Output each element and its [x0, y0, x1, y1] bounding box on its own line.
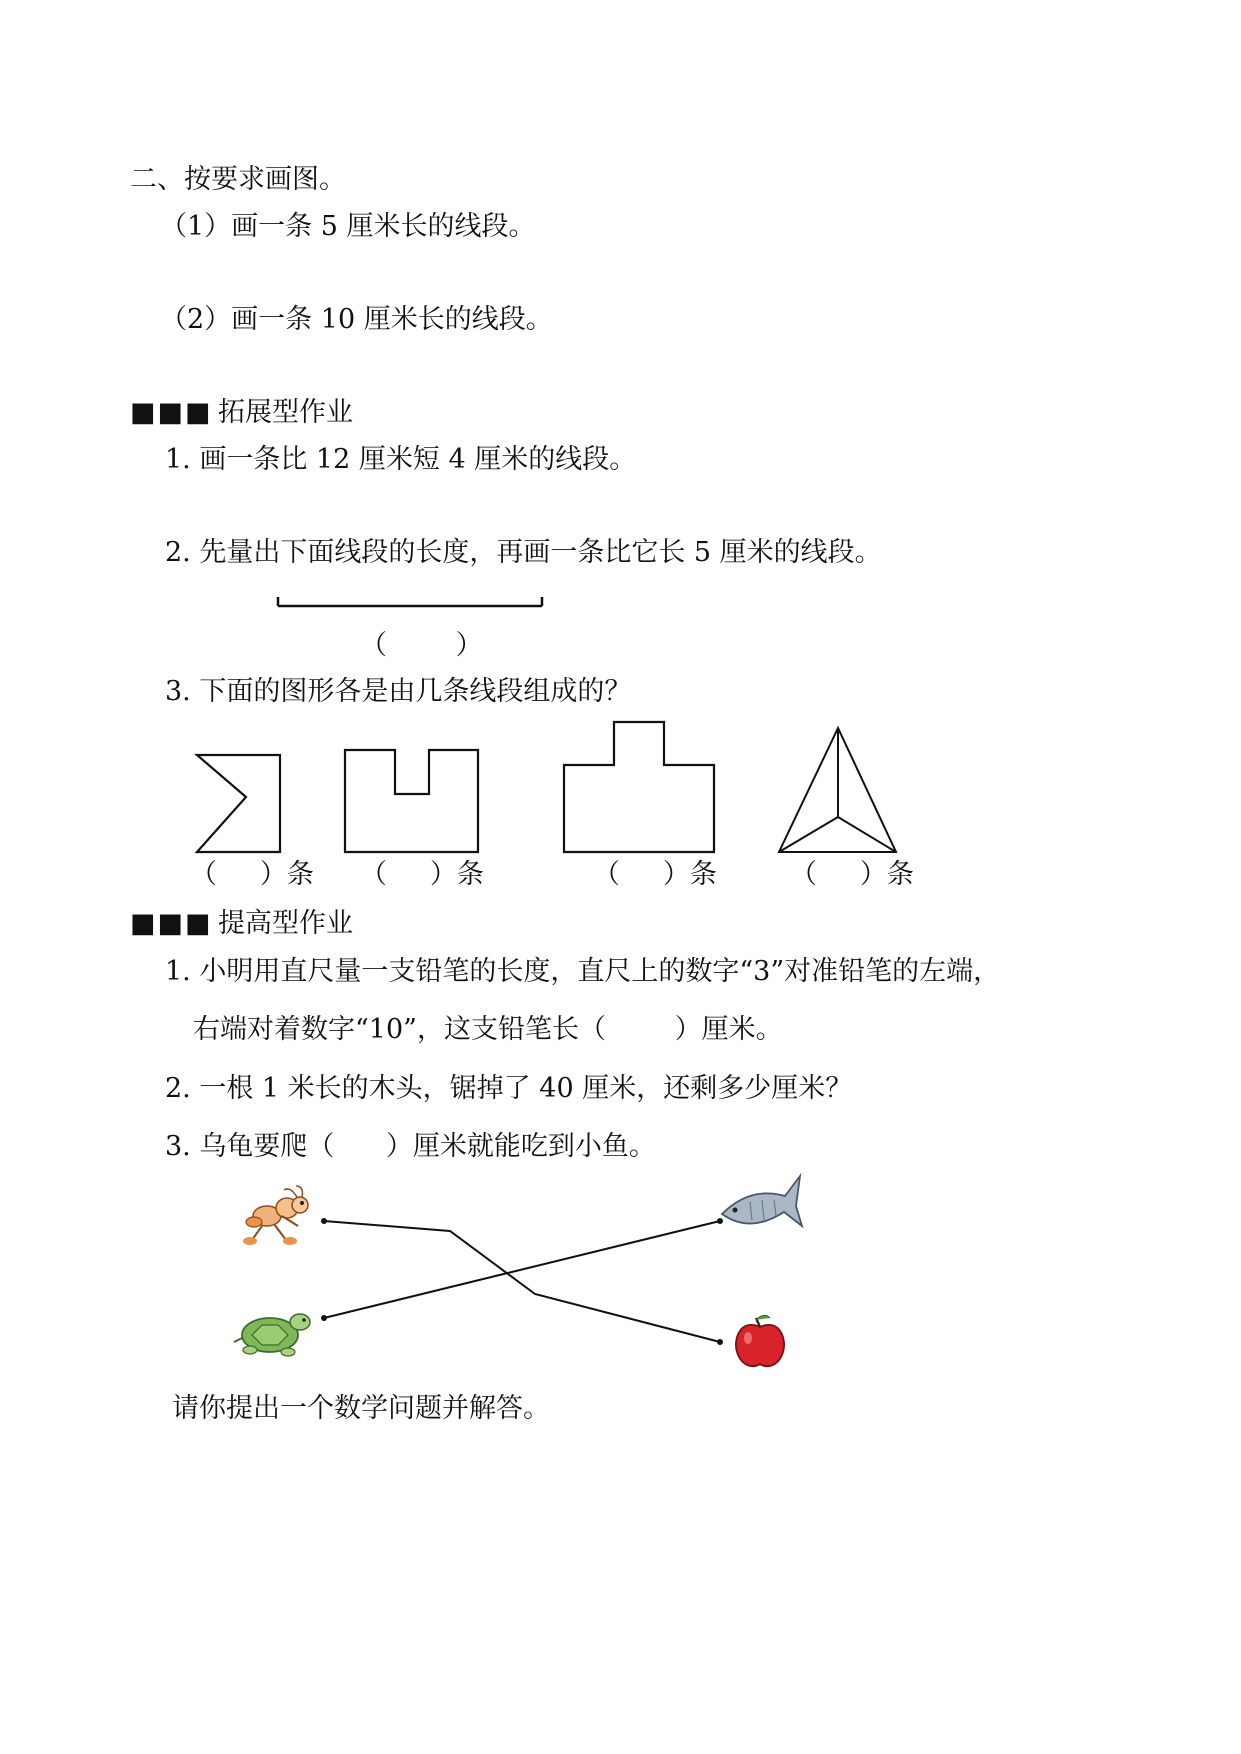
path-dot — [321, 1315, 327, 1321]
shape-notched-arrow — [197, 755, 280, 852]
measure-segment — [278, 597, 542, 606]
question-wood: 2. 一根 1 米长的木头，锯掉了 40 厘米，还剩多少厘米？ — [165, 1073, 853, 1104]
advanced-title: 提高型作业 — [218, 908, 353, 939]
shape-answer-3: （ ）条 — [593, 859, 717, 890]
ant-icon — [243, 1186, 308, 1245]
shape-tab-rectangle — [564, 722, 714, 852]
path-dot — [717, 1339, 723, 1345]
measure-answer-blank: （ ） — [360, 630, 483, 661]
shape-answer-4: （ ）条 — [790, 859, 914, 890]
shape-answer-2: （ ）条 — [360, 859, 484, 890]
question-pencil-line2: 右端对着数字“10”，这支铅笔长（ ）厘米。 — [193, 1014, 783, 1045]
shape-answer-1: （ ）条 — [190, 859, 314, 890]
turtle-icon — [234, 1314, 310, 1356]
question-measure-line: 2. 先量出下面线段的长度，再画一条比它长 5 厘米的线段。 — [165, 537, 882, 568]
shape-triangle-split — [779, 728, 896, 852]
section-title: 二、按要求画图。 — [130, 164, 346, 195]
turtle-to-fish-path — [324, 1221, 720, 1318]
fish-icon — [722, 1176, 802, 1226]
extension-title: 拓展型作业 — [218, 397, 353, 428]
question-pencil-line1: 1. 小明用直尺量一支铅笔的长度，直尺上的数字“3”对准铅笔的左端， — [165, 956, 1001, 987]
apple-icon — [736, 1315, 784, 1366]
path-dot — [321, 1218, 327, 1224]
section-marker: ■■■ — [130, 908, 213, 939]
path-dot — [717, 1218, 723, 1224]
question-count-segments: 3. 下面的图形各是由几条线段组成的？ — [165, 676, 632, 707]
question-draw-10cm: （2）画一条 10 厘米长的线段。 — [160, 304, 553, 335]
question-draw-shorter: 1. 画一条比 12 厘米短 4 厘米的线段。 — [165, 444, 637, 475]
section-marker: ■■■ — [130, 397, 213, 428]
prompt-ask-question: 请你提出一个数学问题并解答。 — [172, 1393, 550, 1424]
question-turtle: 3. 乌龟要爬（ ）厘米就能吃到小鱼。 — [165, 1131, 656, 1162]
ant-to-apple-path — [324, 1221, 720, 1342]
shape-notched-rectangle — [345, 750, 478, 852]
question-draw-5cm: （1）画一条 5 厘米长的线段。 — [160, 211, 536, 242]
